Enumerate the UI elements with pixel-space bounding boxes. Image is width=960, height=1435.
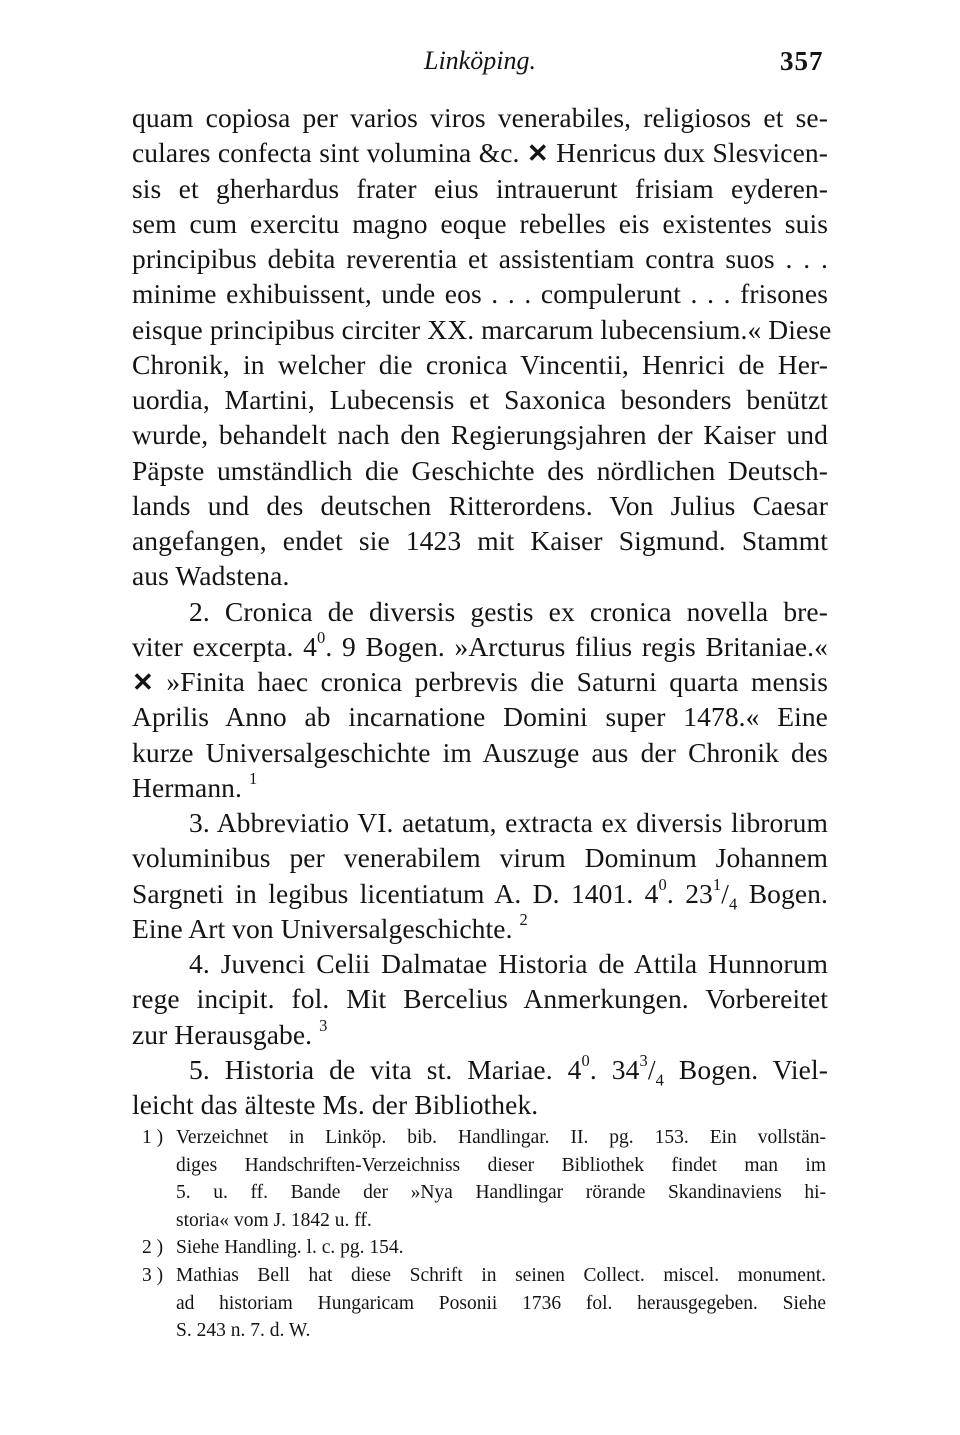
footnote-line: S. 243 n. 7. d. W. [176,1320,311,1342]
text-line: voluminibus per venerabilem virum Dominum Johannem [132,842,828,874]
text-line: leicht das älteste Ms. der Bibliothek. [132,1089,539,1120]
text-segment: viter excerpta. 4 [132,630,317,662]
running-title: Linköping. [424,46,536,75]
text-line: minime exhibuissent, unde eos . . . compulerunt . . . frisones [132,278,828,310]
footnote-line: Siehe Handling. l. c. pg. 154. [176,1237,404,1259]
page-number: 357 [780,46,824,76]
text-segment: Hermann. [132,771,242,803]
degree-mark: 0 [581,1051,590,1071]
footnote-line: ad historiam Hungaricam Posonii 1736 fol. herausgegeben. Siehe [176,1292,826,1314]
text-line: sem cum exercitu magno eoque rebelles eis existentes suis [132,207,828,239]
text-line: Aprilis Anno ab incarnatione Domini super 1478.« Eine [132,701,828,733]
footnote-line: Verzeichnet in Linköp. bib. Handlingar. II. pg. 153. Ein vollstän- [176,1127,826,1148]
footnote-mark: 1 ) [142,1127,164,1148]
footnote-text [176,1234,826,1262]
text-line: wurde, behandelt nach den Regierungsjahren der Kaiser und [132,419,828,451]
footnote-line: storia« vom J. 1842 u. ff. [176,1209,372,1231]
text-segment: . 34 [589,1053,640,1085]
text-line: Päpste umständlich die Geschichte des nördlichen Deutsch- [132,454,828,486]
text-line: 4. Juvenci Celii Dalmatae Historia de Attila Hunnorum [189,948,828,979]
text-line [132,664,828,699]
fraction-numerator: 3 [639,1051,648,1071]
footnote-ref-3: 3 [319,1015,328,1035]
text-line: Sargneti in legibus licentiatum A. D. 1401. $4^0$. $23^1/_4$ Bogen. [132,874,828,913]
degree-mark: 0 [658,874,667,894]
footnote-3 [142,1262,826,1345]
text-segment: Sargneti in legibus licentiatum A. D. 1401. 4 [132,877,659,909]
footnote-2 [142,1234,826,1262]
text-segment: Eine Art von Universalgeschichte. [132,912,513,944]
text-line [132,770,828,805]
text-line: kurze Universalgeschichte im Auszuge aus der Chronik des [132,736,828,768]
text-line: Chronik, in welcher die cronica Vincentii, Henrici de Her- [132,348,828,380]
fraction-denominator: 4 [655,1070,664,1090]
body-text [132,100,832,1122]
text-segment: Henricus dux Slesvicen- [556,137,828,169]
page-header [0,46,960,86]
text-segment: zur Herausgabe. [132,1018,313,1050]
footnote-line: 5. u. ff. Bande der »Nya Handlingar rörande Skandinaviens hi- [176,1182,826,1204]
fraction-denominator: 4 [729,894,738,913]
footnote-ref-1: 1 [248,769,258,789]
text-segment: 5. Historia de vita st. Mariae. 4 [189,1053,582,1085]
footnote-line: diges Handschriften-Verzeichniss dieser Bibliothek findet man im [176,1154,826,1176]
text-segment: . 9 Bogen. »Arcturus filius regis Britaniae.« [325,630,828,662]
text-line: uordia, Martini, Lubecensis et Saxonica besonders benützt [132,384,828,415]
cross-mark-icon: ✕ [132,668,154,697]
text-line: quam copiosa per varios viros venerabiles, religiosos et se- [132,102,828,133]
text-segment: »Finita haec cronica perbrevis die Saturni quarta mensis [166,666,828,697]
fraction-numerator: 1 [712,874,722,894]
footnote-text [176,1262,826,1345]
text-line: angefangen, endet sie 1423 mit Kaiser Sigmund. Stammt [132,525,828,556]
text-segment: . 23 [666,877,713,909]
text-segment: Bogen. [737,877,828,909]
footnote-ref-2: 2 [519,910,528,930]
text-line [132,1017,828,1052]
text-line: eisque principibus circiter XX. marcarum lubecensium.« Diese [132,313,832,345]
text-line: aus Wadstena. [132,560,290,592]
degree-mark: 0 [317,628,326,648]
text-segment: culares confecta sint volumina &c. [132,137,520,169]
text-line: 3. Abbreviatio VI. aetatum, extracta ex diversis librorum [189,807,828,838]
text-line [132,911,828,946]
text-line: lands und des deutschen Ritterordens. Von Julius Caesar [132,489,828,521]
text-segment: Bogen. Viel- [663,1053,828,1085]
text-line: sis et gherhardus frater eius intrauerunt frisiam eyderen- [132,172,828,204]
footnote-1 [142,1124,826,1234]
footnotes [142,1124,826,1345]
footnote-text [176,1124,826,1234]
footnote-line: Mathias Bell hat diese Schrift in seinen Collect. miscel. monument. [176,1264,826,1286]
text-line [132,135,828,170]
text-line: 2. Cronica de diversis gestis ex cronica novella bre- [189,595,828,627]
footnote-mark: 2 ) [142,1237,164,1259]
footnote-mark: 3 ) [142,1264,164,1286]
text-line [132,629,828,664]
text-line: principibus debita reverentia et assistentiam contra suos . . . [132,243,828,274]
cross-mark-icon: ✕ [526,139,549,169]
text-line: 5. Historia de vita st. Mariae. $4^0$. $34^3/_4$ Bogen. Viel- [189,1051,828,1090]
text-line: rege incipit. fol. Mit Bercelius Anmerkungen. Vorbereitet [132,983,828,1015]
